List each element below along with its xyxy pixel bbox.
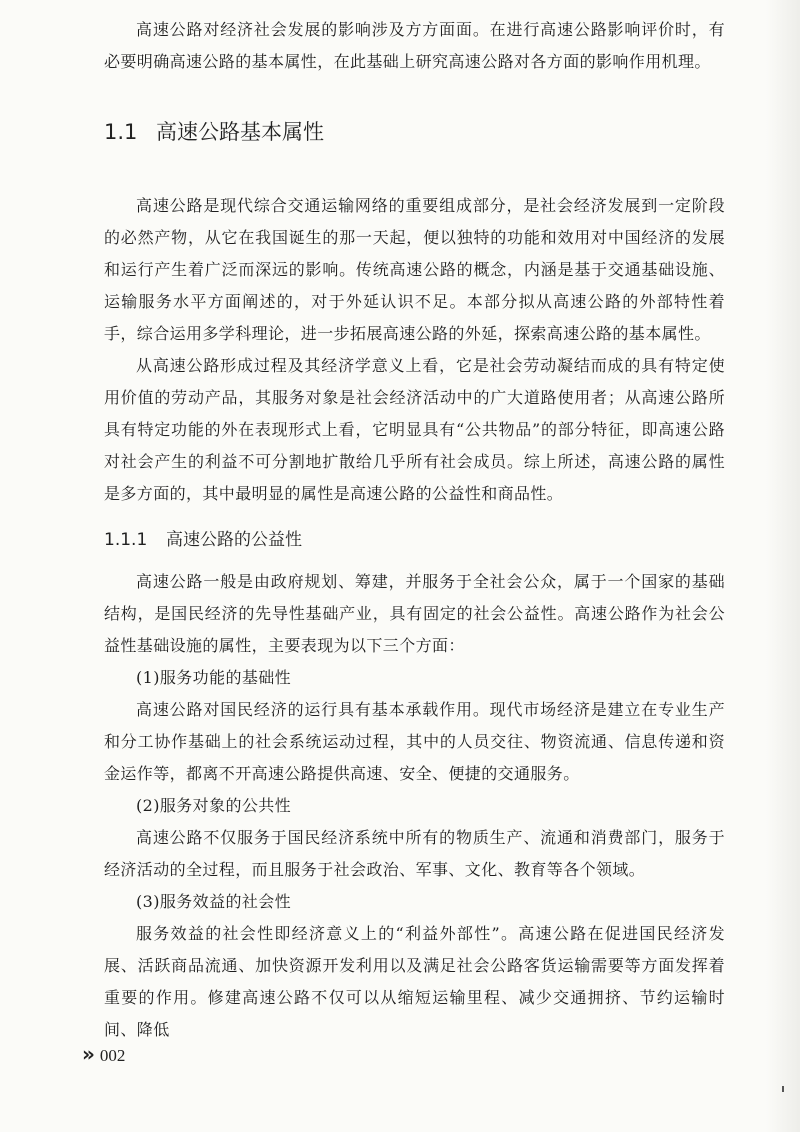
subsection-heading <box>104 524 302 556</box>
item-paragraph-1: 高速公路对国民经济的运行具有基本承载作用。现代市场经济是建立在专业生产和分工协作基础上的社会系统运动过程，其中的人员交往、物资流通、信息传递和资金运作等，都离不开高速公路提供高速、安全、便捷的交通服务。 <box>104 700 725 783</box>
intro-block <box>104 14 725 78</box>
intro-paragraph: 高速公路对经济社会发展的影响涉及方方面面。在进行高速公路影响评价时，有必要明确高速公路的基本属性，在此基础上研究高速公路对各方面的影响作用机理。 <box>104 20 725 71</box>
section-paragraph-2: 从高速公路形成过程及其经济学意义上看，它是社会劳动凝结而成的具有特定使用价值的劳动产品，其服务对象是社会经济活动中的广大道路使用者；从高速公路所具有特定功能的外在表现形式上看，它明显具有“公共物品”的部分特征，即高速公路对社会产生的利益不可分割地扩散给几乎所有社会成员。综上所述，高速公路的属性是多方面的，其中最明显的属性是高速公路的公益性和商品性。 <box>104 356 725 503</box>
subsection-title: 高速公路的公益性 <box>166 530 302 550</box>
scan-mark <box>782 1086 784 1092</box>
section-number: 1.1 <box>104 120 138 144</box>
page-number: 002 <box>99 1046 126 1065</box>
section-heading <box>104 114 324 150</box>
page-edge-shadow <box>766 0 800 1132</box>
item-heading-3: (3)服务效益的社会性 <box>136 892 292 911</box>
subsection-body <box>104 566 725 1046</box>
page-footer <box>82 1042 125 1066</box>
section-body <box>104 190 725 510</box>
subsection-number: 1.1.1 <box>104 530 148 550</box>
section-title: 高速公路基本属性 <box>156 120 324 144</box>
item-paragraph-3: 服务效益的社会性即经济意义上的“利益外部性”。高速公路在促进国民经济发展、活跃商品流通、加快资源开发利用以及满足社会公路客货运输需要等方面发挥着重要的作用。修建高速公路不仅可以从缩短运输里程、减少交通拥挤、节约运输时间、降低 <box>104 924 725 1039</box>
item-heading-2: (2)服务对象的公共性 <box>136 796 292 815</box>
subsection-paragraph-1: 高速公路一般是由政府规划、筹建，并服务于全社会公众，属于一个国家的基础结构，是国民经济的先导性基础产业，具有固定的社会公益性。高速公路作为社会公益性基础设施的属性，主要表现为以下三个方面： <box>104 572 725 655</box>
double-chevron-icon: » <box>82 1042 92 1066</box>
section-paragraph-1: 高速公路是现代综合交通运输网络的重要组成部分，是社会经济发展到一定阶段的必然产物，从它在我国诞生的那一天起，便以独特的功能和效用对中国经济的发展和运行产生着广泛而深远的影响。传统高速公路的概念，内涵是基于交通基础设施、运输服务水平方面阐述的，对于外延认识不足。本部分拟从高速公路的外部特性着手，综合运用多学科理论，进一步拓展高速公路的外延，探索高速公路的基本属性。 <box>104 196 725 343</box>
item-paragraph-2: 高速公路不仅服务于国民经济系统中所有的物质生产、流通和消费部门，服务于经济活动的全过程，而且服务于社会政治、军事、文化、教育等各个领域。 <box>104 828 725 879</box>
item-heading-1: (1)服务功能的基础性 <box>136 668 292 687</box>
